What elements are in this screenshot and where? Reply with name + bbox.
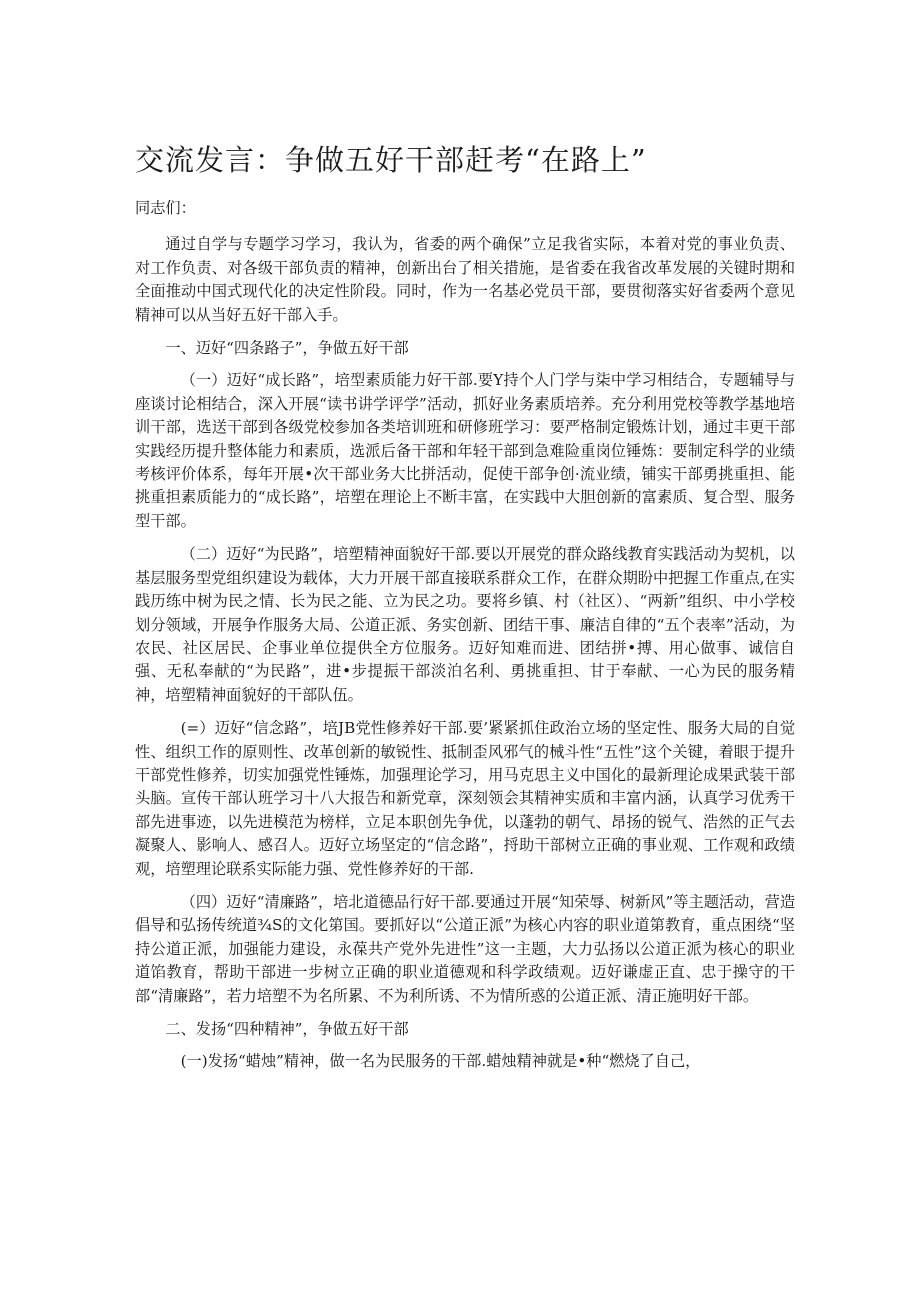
list-item-lead: （一）迈好“成长路”，培型素质能力好干部. <box>180 371 478 390</box>
list-item-text: 要通过开展“知荣辱、树新风”等主题活动，营造倡导和弘扬传统道¾S的文化第国。要抓好以“公道正派”为核心内容的职业道第教育，重点困绕“坚持公道正派，加强能力建设，永葆共产党外先进性”这一主题，大力弘扬以公道正派为核心的职业道馅教育，帮助干部进一步树立正确的职业道德观和科学政绩观。迈好谦虚正直、忠于操守的干部“清廉路”，若力培塑不为名所累、不为利所诱、不为情所惑的公道正派、清正施明好干部。 <box>135 892 796 1005</box>
list-item-lead: (一)发扬“蜡烛”精神，做一名为民服务的干部. <box>180 1052 487 1071</box>
list-item-text: 要Y持个人门学与柒中学习相结合，专题辅导与座谈讨论相结合，深入开展“读书讲学评学”活动，抓好业务素质培养。充分利用党校等教学基地培训干部，选送干部到各级党校参加各类培训班和研修班学习：要严格制定锻炼计划，通过丰更干部实践经历提升整体能力和素质，选派后备干部和年轻干部到急难险重岗位锤炼：要制定科学的业绩考核评价体系，每年开展•次干部业务大比拼活动，促使干部争创·流业绩，铺实干部勇挑重担、能挑重担素质能力的“成长路”，培塑在理论上不断丰富，在实践中大胆创新的富素质、复合型、服务型干部。 <box>135 371 795 530</box>
list-item-lead: (=）迈好“信念路”，培JB党性修养好干部. <box>180 719 468 738</box>
list-item-text: 要以开展党的群众路线教育实践活动为契机，以基层服务型党组织建设为载体，大力开展干部直接联系群众工作，在群众期盼中把握工作重点,在实践历练中树为民之情、长为民之能、立为民之功。要将乡镇、村（社区）、“两新”组织、中小学校划分领域，开展争作服务大局、公道正派、务实创新、团结干事、廉洁自律的“五个表率”活动，为农民、社区居民、企事业单位提供全方位服务。迈好知难而进、团结拼•搏、用心做事、诚信自强、无私奉献的“为民路”，进•步提振干部淡泊名利、勇挑重担、甘于奉献、一心为民的服务精神，培塑精神面貌好的干部队伍。 <box>135 545 795 704</box>
list-item-text: 蜡烛精神就是•种“燃烧了自己， <box>486 1052 701 1071</box>
section-heading: 一、迈好“四条路子”，争做五好干部 <box>165 339 409 358</box>
list-item-text: 要’紧紧抓住政治立场的坚定性、服务大局的自觉性、组织工作的原则性、改革创新的敏锐性、抵制歪风邪气的械斗性“五性”这个关键，着眼于提升干部党性修养，切实加强党性锤炼，加强理论学习，用马克思主义中国化的最新理论成果武装干部头脑。宣传干部认班学习十八大报告和新党章，深刻领会其精神实质和丰富内涵，认真学习优秀干部先进事迹，以先进模范为榜样，立足本职创先争优，以蓬勃的朝气、昂扬的锐气、浩然的正气去凝聚人、影响人、感召人。迈好立场坚定的“信念路”，捋助干部树立正确的事业观、工作观和政绩观，培塑理论联系实际能力强、党性修养好的干部. <box>135 719 796 878</box>
section-heading: 二、发扬“四种精神”，争做五好干部 <box>165 1020 409 1038</box>
document-body <box>135 197 795 1084</box>
list-item <box>135 717 795 881</box>
list-item <box>135 1050 795 1073</box>
list-item <box>135 369 795 533</box>
list-item <box>135 891 795 1008</box>
salutation: 同志们： <box>135 199 196 217</box>
list-item <box>135 543 795 707</box>
intro-paragraph: 通过自学与专题学习学习，我认为，省委的两个确保”立足我省实际，本着对党的事业负责、对工作负责、对各级干部负责的精神，创新出台了相关措施，是省委在我省改革发展的关键时期和全面推动中国式现代化的决定性阶段。同时，作为一名基必党员干部，要贯彻落实好省委两个意见精神可以从当好五好干部入手。 <box>135 235 795 324</box>
list-item-lead: （四）迈好“清廉路”，培北道德品行好干部. <box>180 892 475 911</box>
page-title: 交流发言：争做五好干部赶考“在路上” <box>135 143 647 177</box>
list-item-lead: （二）迈好“为民路”，培塑精神面貌好干部. <box>180 545 476 564</box>
